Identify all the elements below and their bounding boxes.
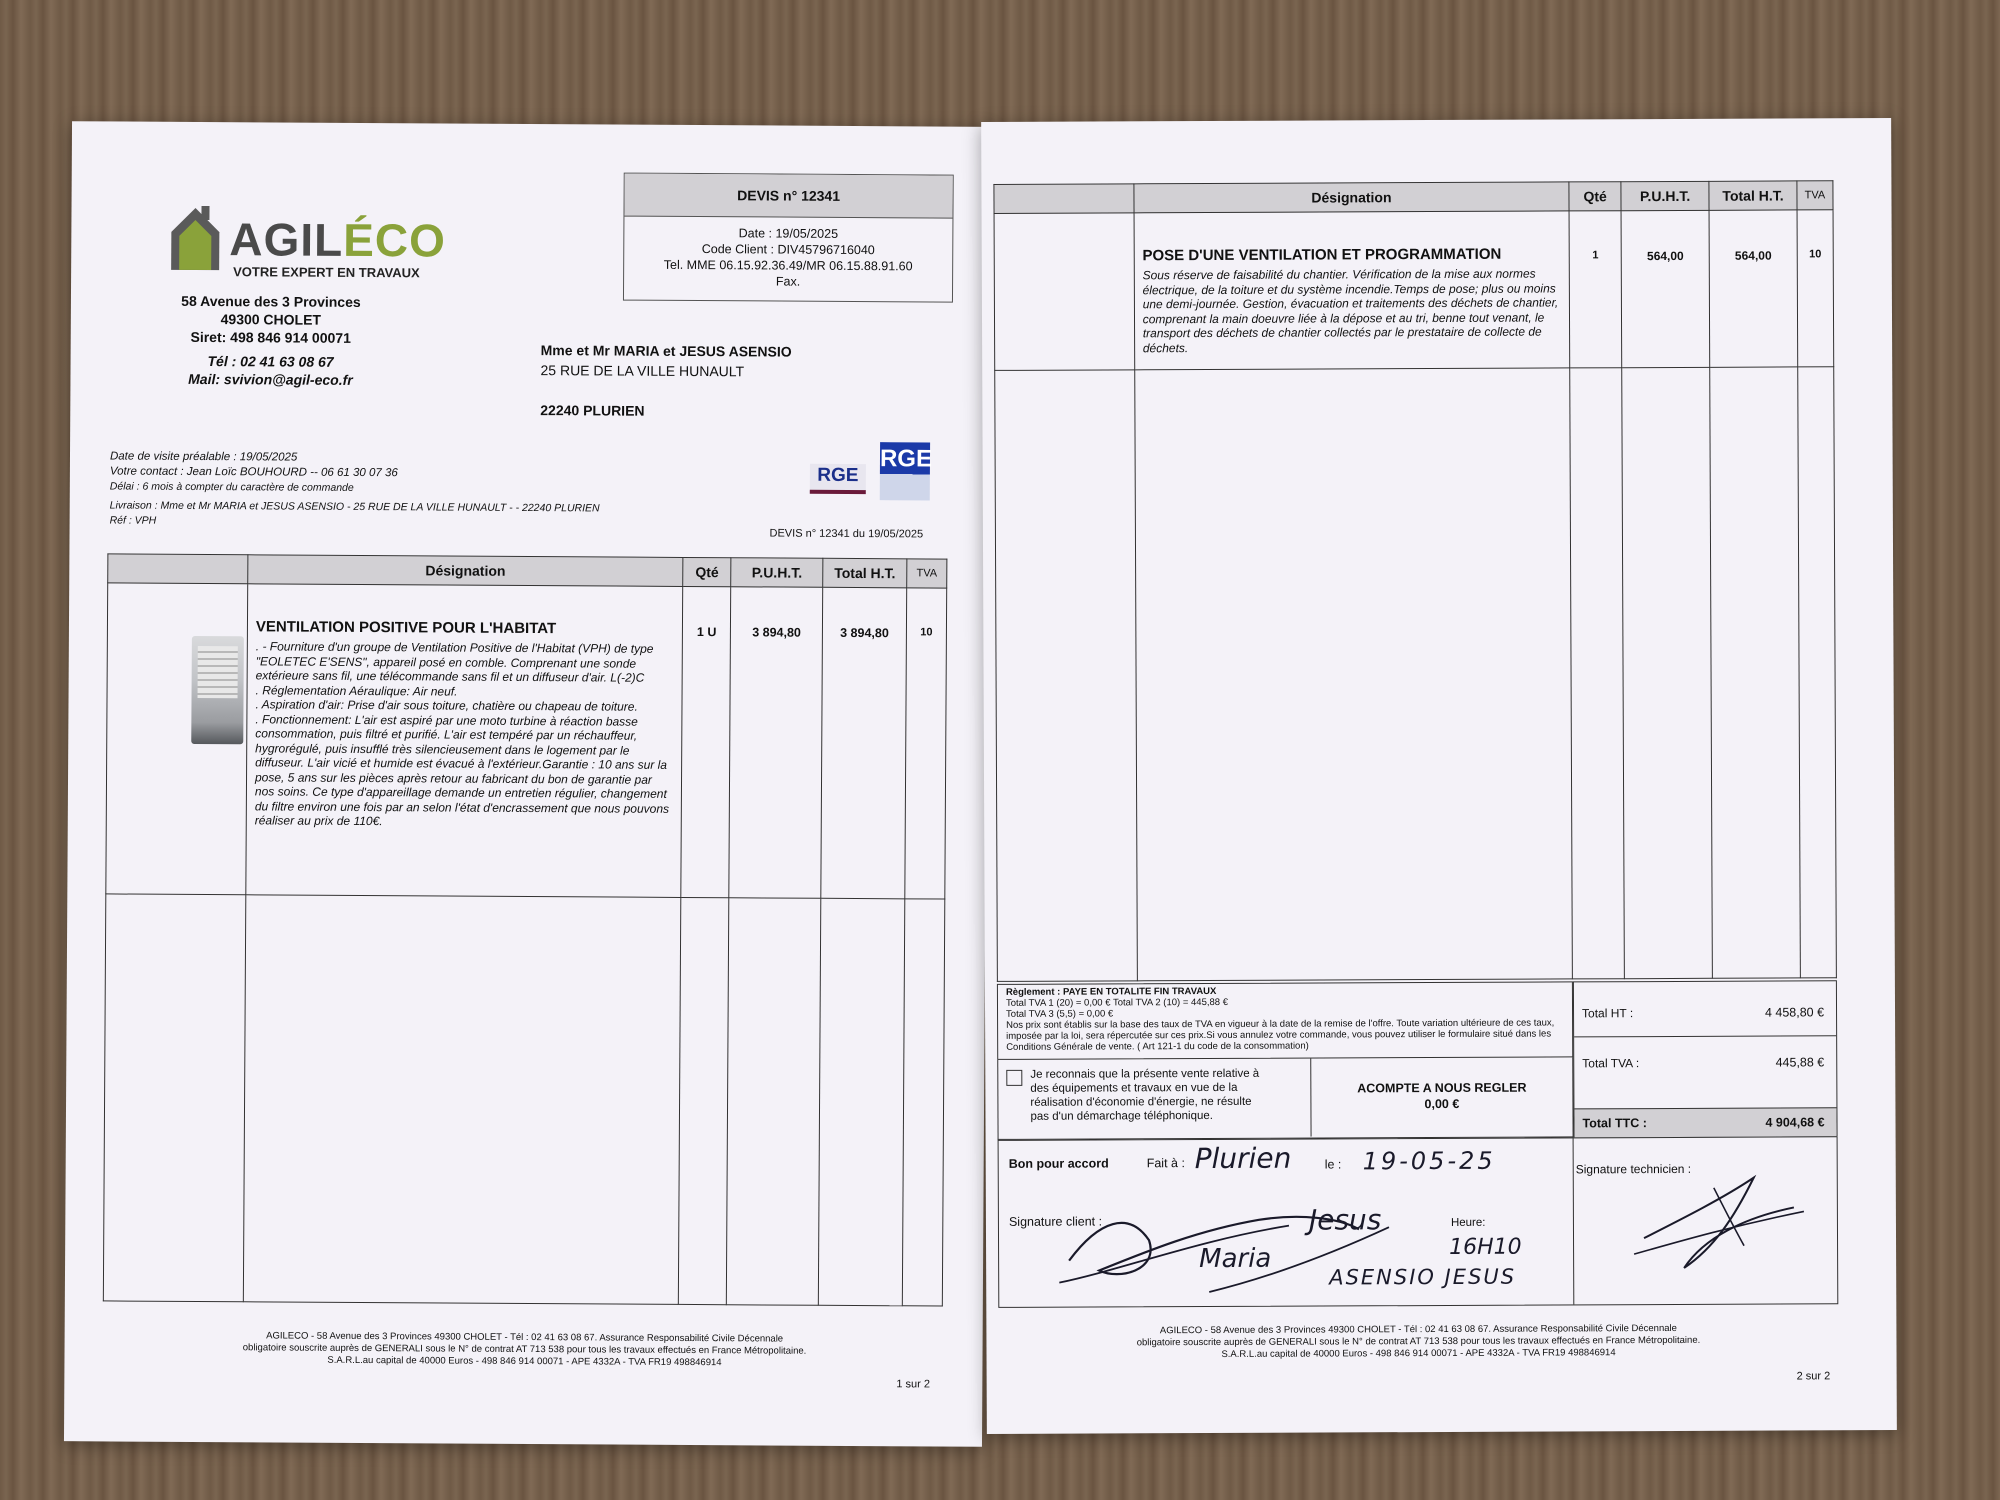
date-handwritten: 19-05-25	[1362, 1146, 1496, 1176]
client-name: Mme et Mr MARIA et JESUS ASENSIO	[540, 342, 792, 360]
empty-cell	[818, 898, 904, 1306]
col-tva: TVA	[1797, 181, 1833, 210]
devis-reference: DEVIS n° 12341 du 19/05/2025	[769, 527, 924, 541]
line-title: POSE D'UNE VENTILATION ET PROGRAMMATION	[1142, 245, 1502, 265]
client-signature-scribble	[1059, 1199, 1439, 1301]
total-tva-label: Total TVA :	[1582, 1056, 1640, 1071]
rge-badge-2-text: RGE	[880, 442, 930, 500]
line-description: . - Fourniture d'un groupe de Ventilation Positive de l'Habitat (VPH) de type "EOLETEC E'SENS", appareil posé en comble. Comprenant une sonde extérieure sans fil, une télécommande sans fil et un diffuseur d'air. L(-2)C . Réglementation Aéraulique: Air neuf. . Aspiration d'air: Prise d'air sous toiture, chatière ou chapeau de toiture. . Fonctionnement: L'air est aspiré par une moto turbine à réaction basse consommation, puis filtré et purifié. L'air est tempéré par un réchauffeur, hygrorégulé, puis insufflé très silencieusement dans le logement par le diffuseur. L'air vicié et humide est évacué à l'extérieur.Garantie : 10 ans sur la pose, 5 ans sur les pièces après retour au fabricant du bon de garantie par nos soins. Ce type d'appareillage demande un entretien régulier, changement du filtre environ une fois par an selon l'état d'encrassement que nous pouvons réaliser au prix de 110€.	[254, 639, 670, 829]
empty-row	[995, 367, 1837, 982]
company-siret: Siret: 498 846 914 00071	[190, 328, 351, 346]
col-image	[108, 554, 248, 584]
empty-cell	[243, 895, 681, 1305]
footer-line3: S.A.R.L.au capital de 40000 Euros - 498 846 914 00071 - APE 4332A - TVA FR19 498846914	[1221, 1347, 1616, 1360]
client-city: 22240 PLURIEN	[540, 402, 645, 419]
total-ttc-row	[1574, 1107, 1836, 1137]
total-ht-label: Total HT :	[1582, 1006, 1634, 1021]
quote-lines-table-2	[993, 180, 1836, 982]
heure-label: Heure:	[1450, 1216, 1486, 1229]
line-title: VENTILATION POSITIVE POUR L'HABITAT	[255, 618, 557, 638]
rge-badge-1	[810, 456, 870, 496]
company-address	[170, 292, 371, 389]
acompte-box	[1310, 1057, 1572, 1136]
acompte-label: ACOMPTE A NOUS REGLER	[1357, 1080, 1527, 1096]
product-image-cell	[106, 583, 248, 895]
empty-row	[103, 894, 944, 1306]
table-row	[994, 210, 1834, 371]
visit-info	[110, 449, 600, 531]
line-puht: 3 894,80	[729, 587, 823, 899]
quote-page-1	[64, 121, 990, 1447]
reglement-title: Règlement : PAYE EN TOTALITE FIN TRAVAUX	[1005, 985, 1217, 998]
client-signature-name3: ASENSIO JESUS	[1329, 1264, 1517, 1290]
line-tva: 10	[905, 588, 947, 899]
footer-line2: obligatoire souscrite auprès de GENERALI sous le N° de contrat AT 713 538 pour tous les travaux effectués en France Métropolitaine.	[1136, 1334, 1701, 1349]
logo-accent: ÉCO	[343, 213, 447, 267]
visit-date: Date de visite préalable : 19/05/2025	[109, 450, 298, 464]
heure-handwritten: 16H10	[1449, 1234, 1522, 1260]
empty-cell	[902, 899, 944, 1306]
company-logo	[167, 202, 447, 284]
empty-cell	[727, 898, 821, 1306]
visit-livraison: Livraison : Mme et Mr MARIA et JESUS ASENSIO - 25 RUE DE LA VILLE HUNAULT - - 22240 PLURIEN	[109, 499, 600, 515]
checkbox-label: Je reconnais que la présente vente relative à des équipements et travaux en vue de la réalisation d'économie d'énergie, ne résulte pas d'un démarchage téléphonique.	[1030, 1067, 1260, 1123]
rge-badge-1-text: RGE	[810, 464, 866, 494]
company-address-line1: 58 Avenue des 3 Provinces	[181, 292, 361, 310]
signature-box	[998, 1136, 1839, 1308]
client-signature-name1: Maria	[1199, 1243, 1272, 1275]
fait-a-handwritten: Plurien	[1194, 1141, 1292, 1176]
line-qte: 1	[1569, 211, 1622, 368]
company-tel: Tél : 02 41 63 08 67	[207, 353, 334, 370]
col-puht: P.U.H.T.	[1621, 181, 1709, 210]
footer-line1: AGILECO - 58 Avenue des 3 Provinces 49300 CHOLET - Tél : 02 41 63 08 67. Assurance Responsabilité Civile Décennale	[266, 1330, 784, 1345]
col-image	[994, 184, 1134, 214]
logo-wordmark	[229, 212, 446, 267]
line-qte: 1 U	[681, 586, 731, 897]
quote-lines-table-1	[103, 553, 948, 1306]
company-address-line2: 49300 CHOLET	[220, 311, 322, 328]
total-ht-value: 4 458,80 €	[1764, 1005, 1825, 1020]
line-tva: 10	[1797, 210, 1834, 367]
col-total: Total H.T.	[1709, 181, 1797, 210]
client-address	[540, 340, 791, 422]
logo-main: AGIL	[229, 213, 344, 266]
empty-cell	[1798, 367, 1837, 978]
table-header-row	[994, 181, 1833, 214]
date-label: le :	[1324, 1157, 1342, 1172]
total-tva-row	[1574, 1055, 1836, 1096]
visit-contact: Votre contact : Jean Loïc BOUHOURD -- 06 61 30 07 36	[109, 465, 398, 480]
reglement-tva-line2: Total TVA 3 (5,5) = 0,00 €	[1006, 1008, 1114, 1020]
rge-badge-2	[879, 442, 933, 500]
reglement-box	[997, 981, 1573, 1060]
empty-cell	[995, 370, 1137, 982]
reglement-notice: Nos prix sont établis sur la base des taux de TVA en vigueur à la date de la remise de l'offre. Toute variation ultérieure de ces taux, imposée par la loi, sera répercutée sur ces prix.Si vous annulez votre commande, vous pouvez utiliser le formulaire situé dans les Conditions Générale de vente. ( Art 121-1 du code de la consommation)	[1006, 1017, 1555, 1053]
col-qte: Qté	[683, 557, 731, 586]
page-footer	[104, 1329, 944, 1370]
client-signature-name2: Jesus	[1308, 1203, 1382, 1237]
bon-pour-accord: Bon pour accord	[1008, 1156, 1109, 1171]
devis-header-box	[623, 173, 954, 303]
devis-code-client: Code Client : DIV45796716040	[701, 242, 875, 258]
total-tva-value: 445,88 €	[1775, 1055, 1825, 1070]
empty-cell	[1134, 368, 1572, 981]
table-row	[106, 583, 947, 899]
empty-cell	[1570, 368, 1625, 979]
page-number: 1 sur 2	[896, 1378, 931, 1391]
company-mail: Mail: svivion@agil-eco.fr	[188, 370, 353, 388]
col-tva: TVA	[907, 559, 947, 588]
client-street: 25 RUE DE LA VILLE HUNAULT	[540, 362, 745, 380]
logo-tagline: VOTRE EXPERT EN TRAVAUX	[233, 264, 420, 281]
page-footer	[998, 1322, 1838, 1362]
technician-signature-scribble	[1624, 1167, 1815, 1288]
page-number: 2 sur 2	[1796, 1370, 1831, 1383]
col-designation: Désignation	[1134, 182, 1570, 213]
devis-date: Date : 19/05/2025	[738, 226, 839, 241]
footer-line1: AGILECO - 58 Avenue des 3 Provinces 49300 CHOLET - Tél : 02 41 63 08 67. Assurance Responsabilité Civile Décennale	[1159, 1322, 1677, 1337]
line-puht: 564,00	[1621, 210, 1710, 367]
line-description: Sous réserve de faisabilité du chantier. Vérification de la mise aux normes électrique, de la toiture et du système incendie.Temps de pose; plus ou moins une demi-journée. Gestion, évacuation et traitements des déchets de chantier, comprenant la main doeuvre liée à la dépose et au tri, benne tout venant, le transport des déchets de chantier collectés par le prestataire de collecte de déchets.	[1142, 266, 1559, 355]
total-ttc-label: Total TTC :	[1582, 1116, 1647, 1131]
col-puht: P.U.H.T.	[731, 558, 823, 588]
product-image-cell	[994, 213, 1134, 371]
col-designation: Désignation	[248, 555, 683, 587]
empty-cell	[103, 894, 245, 1302]
visit-delai: Délai : 6 mois à compter du caractère de commande	[109, 480, 354, 494]
telephone-canvassing-checkbox[interactable]	[1006, 1070, 1022, 1086]
footer-line3: S.A.R.L.au capital de 40000 Euros - 498 846 914 00071 - APE 4332A - TVA FR19 498846914	[327, 1354, 722, 1369]
empty-cell	[679, 897, 729, 1304]
totals-box	[1573, 980, 1838, 1137]
footer-line2: obligatoire souscrite auprès de GENERALI sous le N° de contrat AT 713 538 pour tous les travaux effectués en France Métropolitaine.	[242, 1342, 807, 1357]
signature-technicien-label: Signature technicien :	[1575, 1161, 1692, 1177]
house-logo-icon	[167, 202, 223, 272]
total-ttc-value: 4 904,68 €	[1765, 1115, 1825, 1130]
col-total: Total H.T.	[823, 558, 907, 588]
devis-tel: Tel. MME 06.15.92.36.49/MR 06.15.88.91.60	[663, 257, 913, 274]
line-designation	[1134, 211, 1570, 370]
visit-ref: Réf : VPH	[109, 514, 157, 527]
devis-fax: Fax.	[775, 274, 801, 289]
quote-page-2	[981, 118, 1897, 1434]
technician-signature-area	[1573, 1137, 1839, 1304]
line-designation	[246, 584, 683, 898]
ventilation-unit-image	[191, 636, 244, 744]
acompte-value: 0,00 €	[1424, 1096, 1460, 1112]
empty-cell	[1622, 367, 1713, 978]
total-ht-row	[1574, 1005, 1836, 1037]
checkbox-row	[997, 1057, 1573, 1140]
signature-client-label: Signature client :	[1008, 1214, 1103, 1229]
col-qte: Qté	[1569, 182, 1621, 211]
fait-a-label: Fait à :	[1146, 1156, 1185, 1171]
devis-number: DEVIS n° 12341	[624, 174, 952, 219]
empty-cell	[1710, 367, 1801, 978]
reglement-tva-line1: Total TVA 1 (20) = 0,00 € Total TVA 2 (10) = 445,88 €	[1005, 996, 1229, 1009]
line-total: 3 894,80	[821, 587, 907, 899]
line-total: 564,00	[1709, 210, 1798, 367]
